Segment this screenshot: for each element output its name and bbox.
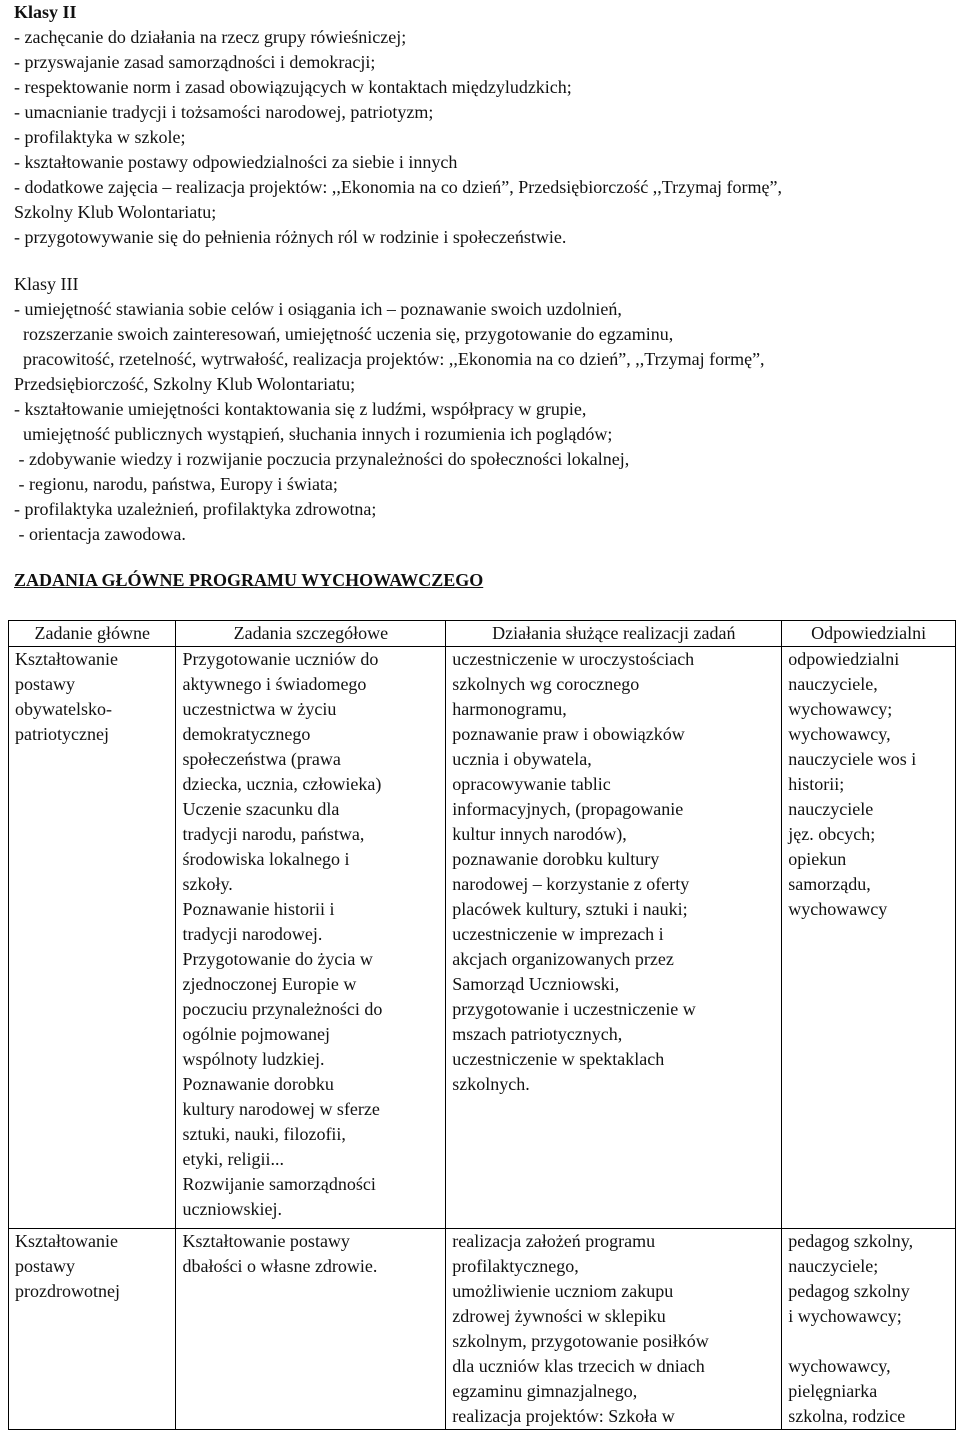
section-klasy-iii: [14, 272, 946, 547]
table-row: [9, 1229, 956, 1430]
list-item: - umiejętność stawiania sobie celów i osiągania ich – poznawanie swoich uzdolnień,: [14, 299, 622, 319]
cell-szczegolowe: Przygotowanie uczniów do aktywnego i świadomego uczestnictwa w życiu demokratycznego społeczeństwa (prawa dziecka, ucznia, człowieka) Uczenie szacunku dla tradycji narodu, państwa, środowiska lokalnego i szkoły. Poznawanie historii i tradycji narodowej. Przygotowanie do życia w zjednoczonej Europie w poczuciu przynależności do ogólnie pojmowanej wspólnoty ludzkiej. Poznawanie dorobku kultury narodowej w sferze sztuki, nauki, filozofii, etyki, religii... Rozwijanie samorządności uczniowskiej.: [176, 647, 446, 1229]
section-heading: Klasy III: [14, 274, 79, 294]
list-item: Przedsiębiorczość, Szkolny Klub Wolontariatu;: [14, 374, 356, 394]
list-item: - przygotowywanie się do pełnienia różnych ról w rodzinie i społeczeństwie.: [14, 227, 567, 247]
list-item: - umacnianie tradycji i tożsamości narodowej, patriotyzm;: [14, 102, 434, 122]
cell-dzialania: uczestniczenie w uroczystościach szkolnych wg corocznego harmonogramu, poznawanie praw i obowiązków ucznia i obywatela, opracowywanie tablic informacyjnych, (propagowanie kultur innych narodów), poznawanie dorobku kultury narodowej – korzystanie z oferty placówek kultury, sztuki i nauki; uczestniczenie w imprezach i akcjach organizowanych przez Samorząd Uczniowski, przygotowanie i uczestniczenie w mszach patriotycznych, uczestniczenie w spektaklach szkolnych.: [446, 647, 782, 1229]
list-item: - kształtowanie postawy odpowiedzialności za siebie i innych: [14, 152, 458, 172]
list-item: - profilaktyka uzależnień, profilaktyka zdrowotna;: [14, 499, 377, 519]
cell-odpowiedzialni: pedagog szkolny, nauczyciele; pedagog szkolny i wychowawcy; wychowawcy, pielęgniarka szkolna, rodzice: [782, 1229, 956, 1430]
list-item: - zdobywanie wiedzy i rozwijanie poczucia przynależności do społeczności lokalnej,: [14, 449, 630, 469]
column-header: Działania służące realizacji zadań: [446, 621, 782, 647]
list-item: - zachęcanie do działania na rzecz grupy rówieśniczej;: [14, 27, 407, 47]
list-item: - dodatkowe zajęcia – realizacja projektów: ,,Ekonomia na co dzień”, Przedsiębiorczość ,,Trzymaj formę”,: [14, 177, 783, 197]
list-item: rozszerzanie swoich zainteresowań, umiejętność uczenia się, przygotowanie do egzaminu,: [14, 324, 674, 344]
list-item: - regionu, narodu, państwa, Europy i świata;: [14, 474, 338, 494]
column-header: Odpowiedzialni: [782, 621, 956, 647]
column-header: Zadanie główne: [9, 621, 176, 647]
list-item: - przyswajanie zasad samorządności i demokracji;: [14, 52, 376, 72]
column-header: Zadania szczegółowe: [176, 621, 446, 647]
cell-szczegolowe: Kształtowanie postawy dbałości o własne zdrowie.: [176, 1229, 446, 1430]
cell-zadanie: Kształtowanie postawy prozdrowotnej: [9, 1229, 176, 1430]
section-klasy-ii: [14, 0, 946, 250]
section-heading: Klasy II: [14, 2, 77, 22]
tasks-table: [8, 620, 956, 1430]
list-item: pracowitość, rzetelność, wytrwałość, realizacja projektów: ,,Ekonomia na co dzień”, ,,Trzymaj formę”,: [14, 349, 765, 369]
table-header-row: [9, 621, 956, 647]
cell-zadanie: Kształtowanie postawy obywatelsko- patriotycznej: [9, 647, 176, 1229]
list-item: umiejętność publicznych wystąpień, słuchania innych i rozumienia ich poglądów;: [14, 424, 613, 444]
list-item: - orientacja zawodowa.: [14, 524, 186, 544]
list-item: Szkolny Klub Wolontariatu;: [14, 202, 217, 222]
program-heading: ZADANIA GŁÓWNE PROGRAMU WYCHOWAWCZEGO: [14, 570, 484, 590]
list-item: - respektowanie norm i zasad obowiązujących w kontaktach międzyludzkich;: [14, 77, 572, 97]
list-item: - kształtowanie umiejętności kontaktowania się z ludźmi, współpracy w grupie,: [14, 399, 587, 419]
cell-odpowiedzialni: odpowiedzialni nauczyciele, wychowawcy; wychowawcy, nauczyciele wos i historii; nauczyciele jęz. obcych; opiekun samorządu, wychowawcy: [782, 647, 956, 1229]
table-row: [9, 647, 956, 1229]
list-item: - profilaktyka w szkole;: [14, 127, 186, 147]
cell-dzialania: realizacja założeń programu profilaktycznego, umożliwienie uczniom zakupu zdrowej żywności w sklepiku szkolnym, przygotowanie posiłków dla uczniów klas trzecich w dniach egzaminu gimnazjalnego, realizacja projektów: Szkoła w: [446, 1229, 782, 1430]
